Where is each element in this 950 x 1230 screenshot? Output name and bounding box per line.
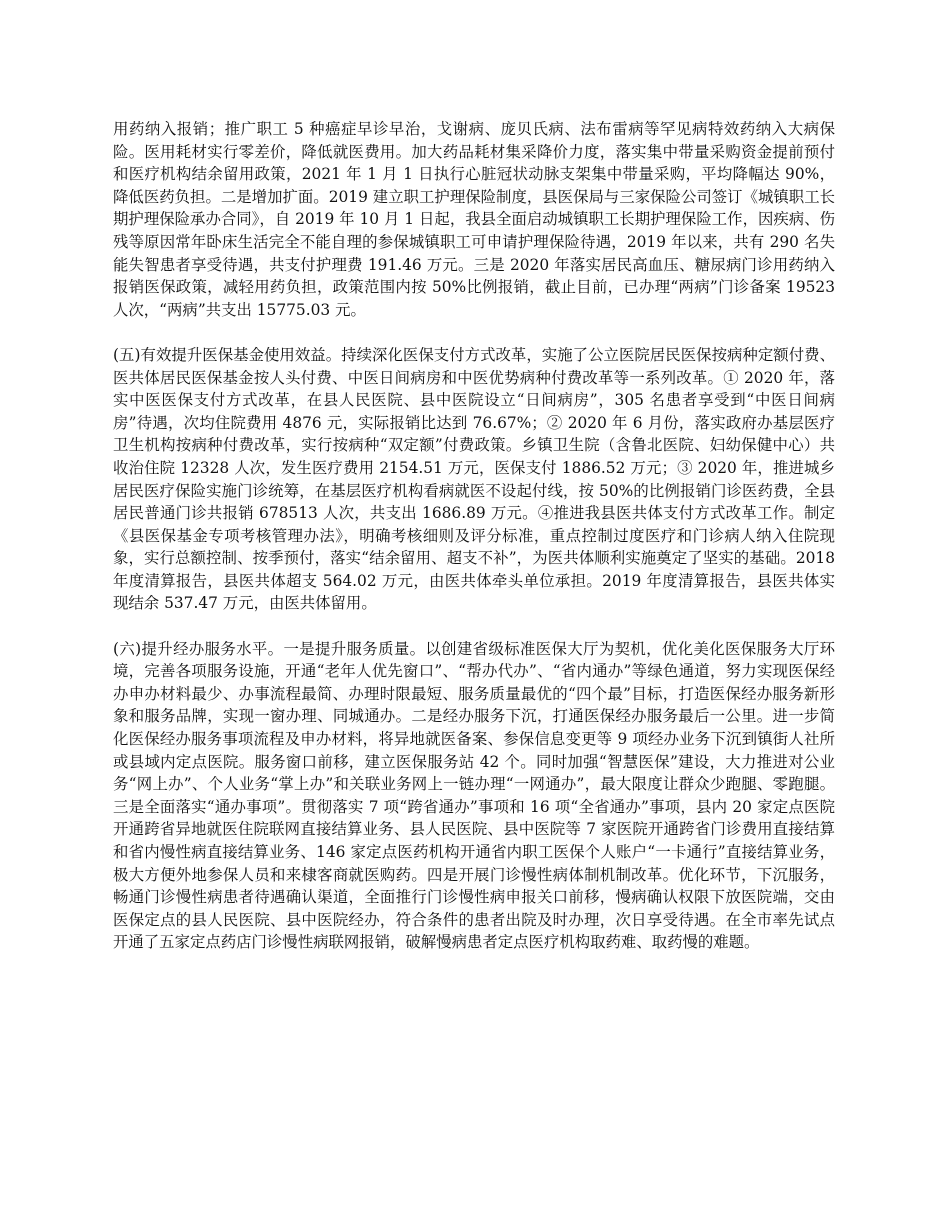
document-page (113, 118, 835, 954)
paragraph-medical-expansion: 用药纳入报销；推广职工 5 种癌症早诊早治，戈谢病、庞贝氏病、法布雷病等罕见病特效药纳入大病保险。医用耗材实行零差价，降低就医费用。加大药品耗材集采降价力度，落实集中带量采购资金提前预付和医疗机构结余留用政策，2021 年 1 月 1 日执行心脏冠状动脉支架集中带量采购，平均降幅达 90%，降低医药负担。二是增加扩面。2019 建立职工护理保险制度，县医保局与三家保险公司签订《城镇职工长期护理保险承办合同》，自 2019 年 10 月 1 日起，我县全面启动城镇职工长期护理保险工作，因疾病、伤残等原因常年卧床生活完全不能自理的参保城镇职工可申请护理保险待遇，2019 年以来，共有 290 名失能失智患者享受待遇，共支付护理费 191.46 万元。三是 2020 年落实居民高血压、糖尿病门诊用药纳入报销医保政策，减轻用药负担，政策范围内按 50%比例报销，截止目前，已办理“两病”门诊备案 19523 人次，“两病”共支出 15775.03 元。 (113, 120, 835, 319)
paragraph-fund-efficiency: (五)有效提升医保基金使用效益。持续深化医保支付方式改革，实施了公立医院居民医保按病种定额付费、医共体居民医保基金按人头付费、中医日间病房和中医优势病种付费改革等一系列改革。① 2020 年，落实中医医保支付方式改革，在县人民医院、县中医院设立“日间病房”，305 名患者享受到“中医日间病房”待遇，次均住院费用 4876 元，实际报销比达到 76.67%；② 2020 年 6 月份，落实政府办基层医疗卫生机构按病种付费改革，实行按病种“双定额”付费政策。乡镇卫生院（含鲁北医院、妇幼保健中心）共收治住院 12328 人次，发生医疗费用 2154.51 万元，医保支付 1886.52 万元；③ 2020 年，推进城乡居民医疗保险实施门诊统筹，在基层医疗机构看病就医不设起付线，按 50%的比例报销门诊医药费，全县居民普通门诊共报销 678513 人次，共支出 1686.89 万元。④推进我县医共体支付方式改革工作。制定《县医保基金专项考核管理办法》，明确考核细则及评分标准，重点控制过度医疗和门诊病人纳入住院现象，实行总额控制、按季预付，落实“结余留用、超支不补”，为医共体顺利实施奠定了坚实的基础。2018 年度清算报告，县医共体超支 564.02 万元，由医共体牵头单位承担。2019 年度清算报告，县医共体实现结余 537.47 万元，由医共体留用。 (113, 345, 835, 613)
paragraph-service-level: (六)提升经办服务水平。一是提升服务质量。以创建省级标准医保大厅为契机，优化美化医保服务大厅环境，完善各项服务设施，开通“老年人优先窗口”、“帮办代办”、“省内通办”等绿色通道，努力实现医保经办申办材料最少、办事流程最简、办理时限最短、服务质量最优的“四个最”目标，打造医保经办服务新形象和服务品牌，实现一窗办理、同城通办。二是经办服务下沉，打通医保经办服务最后一公里。进一步简化医保经办服务事项流程及申办材料，将异地就医备案、参保信息变更等 9 项经办业务下沉到镇街人社所或县域内定点医院。服务窗口前移，建立医保服务站 42 个。同时加强“智慧医保”建设，大力推进对公业务“网上办”、个人业务“掌上办”和关联业务网上一链办理“一网通办”，最大限度让群众少跑腿、零跑腿。三是全面落实“通办事项”。贯彻落实 7 项“跨省通办”事项和 16 项“全省通办”事项，县内 20 家定点医院开通跨省异地就医住院联网直接结算业务、县人民医院、县中医院等 7 家医院开通跨省门诊费用直接结算和省内慢性病直接结算业务、146 家定点医药机构开通省内职工医保个人账户“一卡通行”直接结算业务，极大方便外地参保人员和来棣客商就医购药。四是开展门诊慢性病体制机制改革。优化环节，下沉服务，畅通门诊慢性病患者待遇确认渠道，全面推行门诊慢性病申报关口前移，慢病确认权限下放医院端，交由医保定点的县人民医院、县中医院经办，符合条件的患者出院及时办理，次日享受待遇。在全市率先试点开通了五家定点药店门诊慢性病联网报销，破解慢病患者定点医疗机构取药难、取药慢的难题。 (113, 639, 835, 952)
